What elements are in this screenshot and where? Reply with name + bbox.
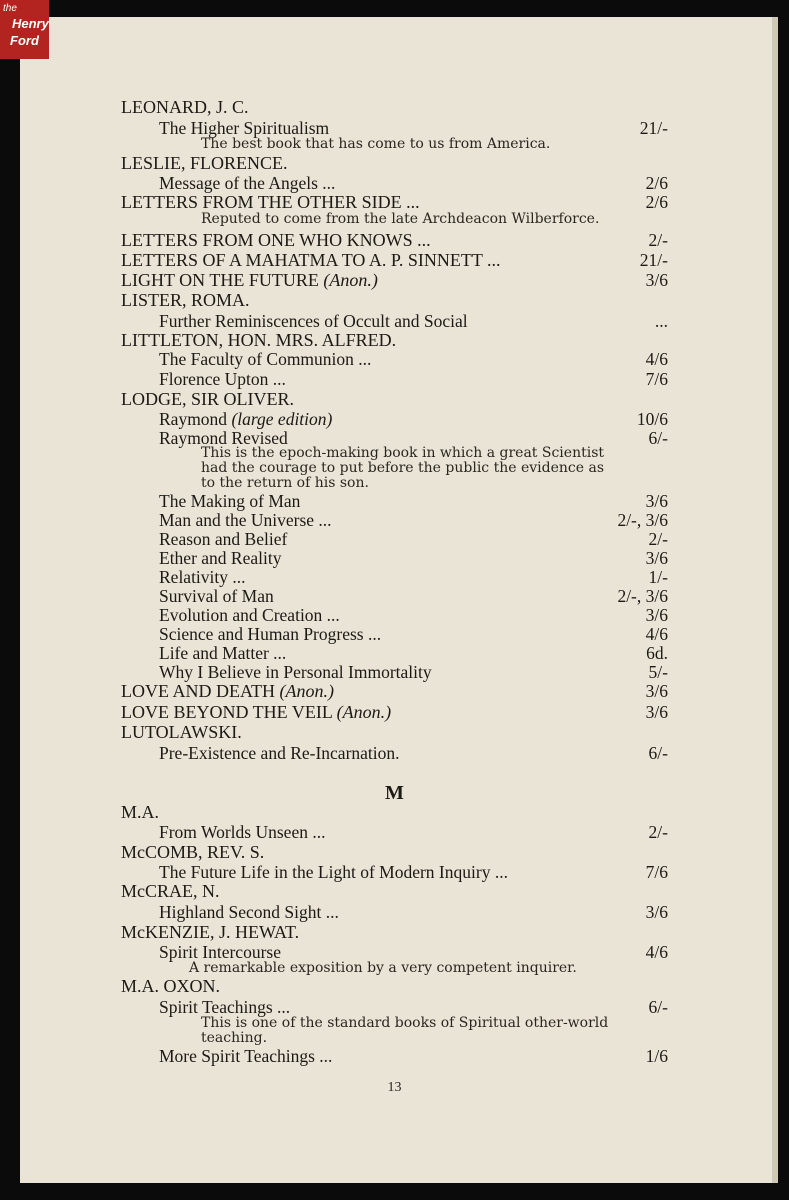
book-price: 2/6 <box>645 173 668 193</box>
book-title: Evolution and Creation ... <box>159 605 340 625</box>
author-heading <box>0 250 789 272</box>
author-heading <box>0 230 789 252</box>
author-heading <box>0 802 789 824</box>
book-price: 3/6 <box>645 548 668 568</box>
book-price: 3/6 <box>645 491 668 511</box>
logo-the: the <box>3 3 17 14</box>
author-name: M.A. OXON. <box>121 976 220 996</box>
book-title: The Future Life in the Light of Modern Inquiry ... <box>159 862 508 882</box>
book-title: Why I Believe in Personal Immortality <box>159 662 432 682</box>
book-price: 3/6 <box>645 902 668 922</box>
book-entry <box>0 743 789 765</box>
book-title: The Making of Man <box>159 491 301 511</box>
book-price: 1/6 <box>645 1046 668 1066</box>
book-title: Survival of Man <box>159 586 274 606</box>
book-price: 3/6 <box>645 605 668 625</box>
book-price: 7/6 <box>645 862 668 882</box>
book-entry <box>0 902 789 924</box>
book-price: 21/- <box>639 250 668 270</box>
book-title: Raymond Revised <box>159 428 288 448</box>
book-title: From Worlds Unseen ... <box>159 822 326 842</box>
entry-note: Reputed to come from the late Archdeacon Wilberforce. <box>201 211 600 227</box>
henry-ford-logo <box>0 0 49 59</box>
author-heading <box>0 702 789 724</box>
book-entry <box>0 349 789 371</box>
book-price: 21/- <box>639 118 668 138</box>
author-name: LOVE BEYOND THE VEIL (Anon.) <box>121 702 392 722</box>
author-heading <box>0 842 789 864</box>
book-price: 6d. <box>646 643 668 663</box>
book-title: Further Reminiscences of Occult and Social <box>159 311 468 331</box>
book-title: Highland Second Sight ... <box>159 902 339 922</box>
entry-note: This is the epoch-making book in which a great Scientist had the courage to put before the public the evidence as to the return of his son. <box>201 445 605 491</box>
author-heading <box>0 153 789 175</box>
author-heading <box>0 881 789 903</box>
author-heading <box>0 97 789 119</box>
book-title: Spirit Teachings ... <box>159 997 291 1017</box>
author-heading <box>0 976 789 998</box>
book-entry <box>0 822 789 844</box>
author-name: LISTER, ROMA. <box>121 290 250 310</box>
book-price: 3/6 <box>645 702 668 722</box>
section-letter: M <box>385 782 404 804</box>
book-price: 2/- <box>648 822 668 842</box>
author-name: LETTERS OF A MAHATMA TO A. P. SINNETT ... <box>121 250 501 270</box>
book-title: Pre-Existence and Re-Incarnation. <box>159 743 400 763</box>
book-title: Life and Matter ... <box>159 643 287 663</box>
logo-henry: Henry <box>12 16 49 31</box>
entry-note: The best book that has come to us from America. <box>201 136 551 152</box>
book-price: 6/- <box>648 997 668 1017</box>
book-price: 1/- <box>648 567 668 587</box>
author-heading <box>0 722 789 744</box>
book-price: 4/6 <box>645 349 668 369</box>
book-title: Ether and Reality <box>159 548 282 568</box>
book-price: 2/- <box>648 529 668 549</box>
book-entry <box>0 369 789 391</box>
book-title: Reason and Belief <box>159 529 288 549</box>
author-name: LITTLETON, HON. MRS. ALFRED. <box>121 330 397 350</box>
logo-ford: Ford <box>10 33 39 48</box>
author-heading <box>0 290 789 312</box>
book-title: More Spirit Teachings ... <box>159 1046 333 1066</box>
book-title: The Higher Spiritualism <box>159 118 330 138</box>
author-heading <box>0 922 789 944</box>
author-name: LETTERS FROM ONE WHO KNOWS ... <box>121 230 431 250</box>
author-name: LUTOLAWSKI. <box>121 722 242 742</box>
author-name: LEONARD, J. C. <box>121 97 249 117</box>
book-price: 6/- <box>648 743 668 763</box>
entry-note: A remarkable exposition by a very competent inquirer. <box>189 960 577 976</box>
author-name: LOVE AND DEATH (Anon.) <box>121 681 334 701</box>
author-name: McCRAE, N. <box>121 881 220 901</box>
book-price: 5/- <box>648 662 668 682</box>
author-heading <box>0 389 789 411</box>
book-price: 4/6 <box>645 624 668 644</box>
author-name: McCOMB, REV. S. <box>121 842 265 862</box>
book-entry <box>0 1046 789 1068</box>
author-heading <box>0 270 789 292</box>
book-title: The Faculty of Communion ... <box>159 349 372 369</box>
book-price: 2/- <box>648 230 668 250</box>
book-title: Man and the Universe ... <box>159 510 332 530</box>
author-name: M.A. <box>121 802 160 822</box>
author-name: LIGHT ON THE FUTURE (Anon.) <box>121 270 378 290</box>
author-name: LODGE, SIR OLIVER. <box>121 389 294 409</box>
author-name: LESLIE, FLORENCE. <box>121 153 288 173</box>
book-title: Relativity ... <box>159 567 246 587</box>
book-price: 6/- <box>648 428 668 448</box>
book-price: 4/6 <box>645 942 668 962</box>
book-title: Spirit Intercourse <box>159 942 281 962</box>
page-number: 13 <box>387 1080 402 1095</box>
book-price: 2/6 <box>645 192 668 212</box>
book-price: 3/6 <box>645 681 668 701</box>
book-price: 2/-, 3/6 <box>617 586 668 606</box>
book-title: Raymond (large edition) <box>159 409 333 429</box>
author-name: McKENZIE, J. HEWAT. <box>121 922 300 942</box>
book-title: Message of the Angels ... <box>159 173 336 193</box>
author-name: LETTERS FROM THE OTHER SIDE ... <box>121 192 420 212</box>
book-title: Science and Human Progress ... <box>159 624 382 644</box>
book-title: Florence Upton ... <box>159 369 286 389</box>
author-heading <box>0 681 789 703</box>
entry-note: This is one of the standard books of Spiritual other-world teaching. <box>201 1015 609 1046</box>
book-price: ... <box>654 311 668 331</box>
book-price: 2/-, 3/6 <box>617 510 668 530</box>
book-price: 3/6 <box>645 270 668 290</box>
book-price: 10/6 <box>636 409 668 429</box>
book-price: 7/6 <box>645 369 668 389</box>
